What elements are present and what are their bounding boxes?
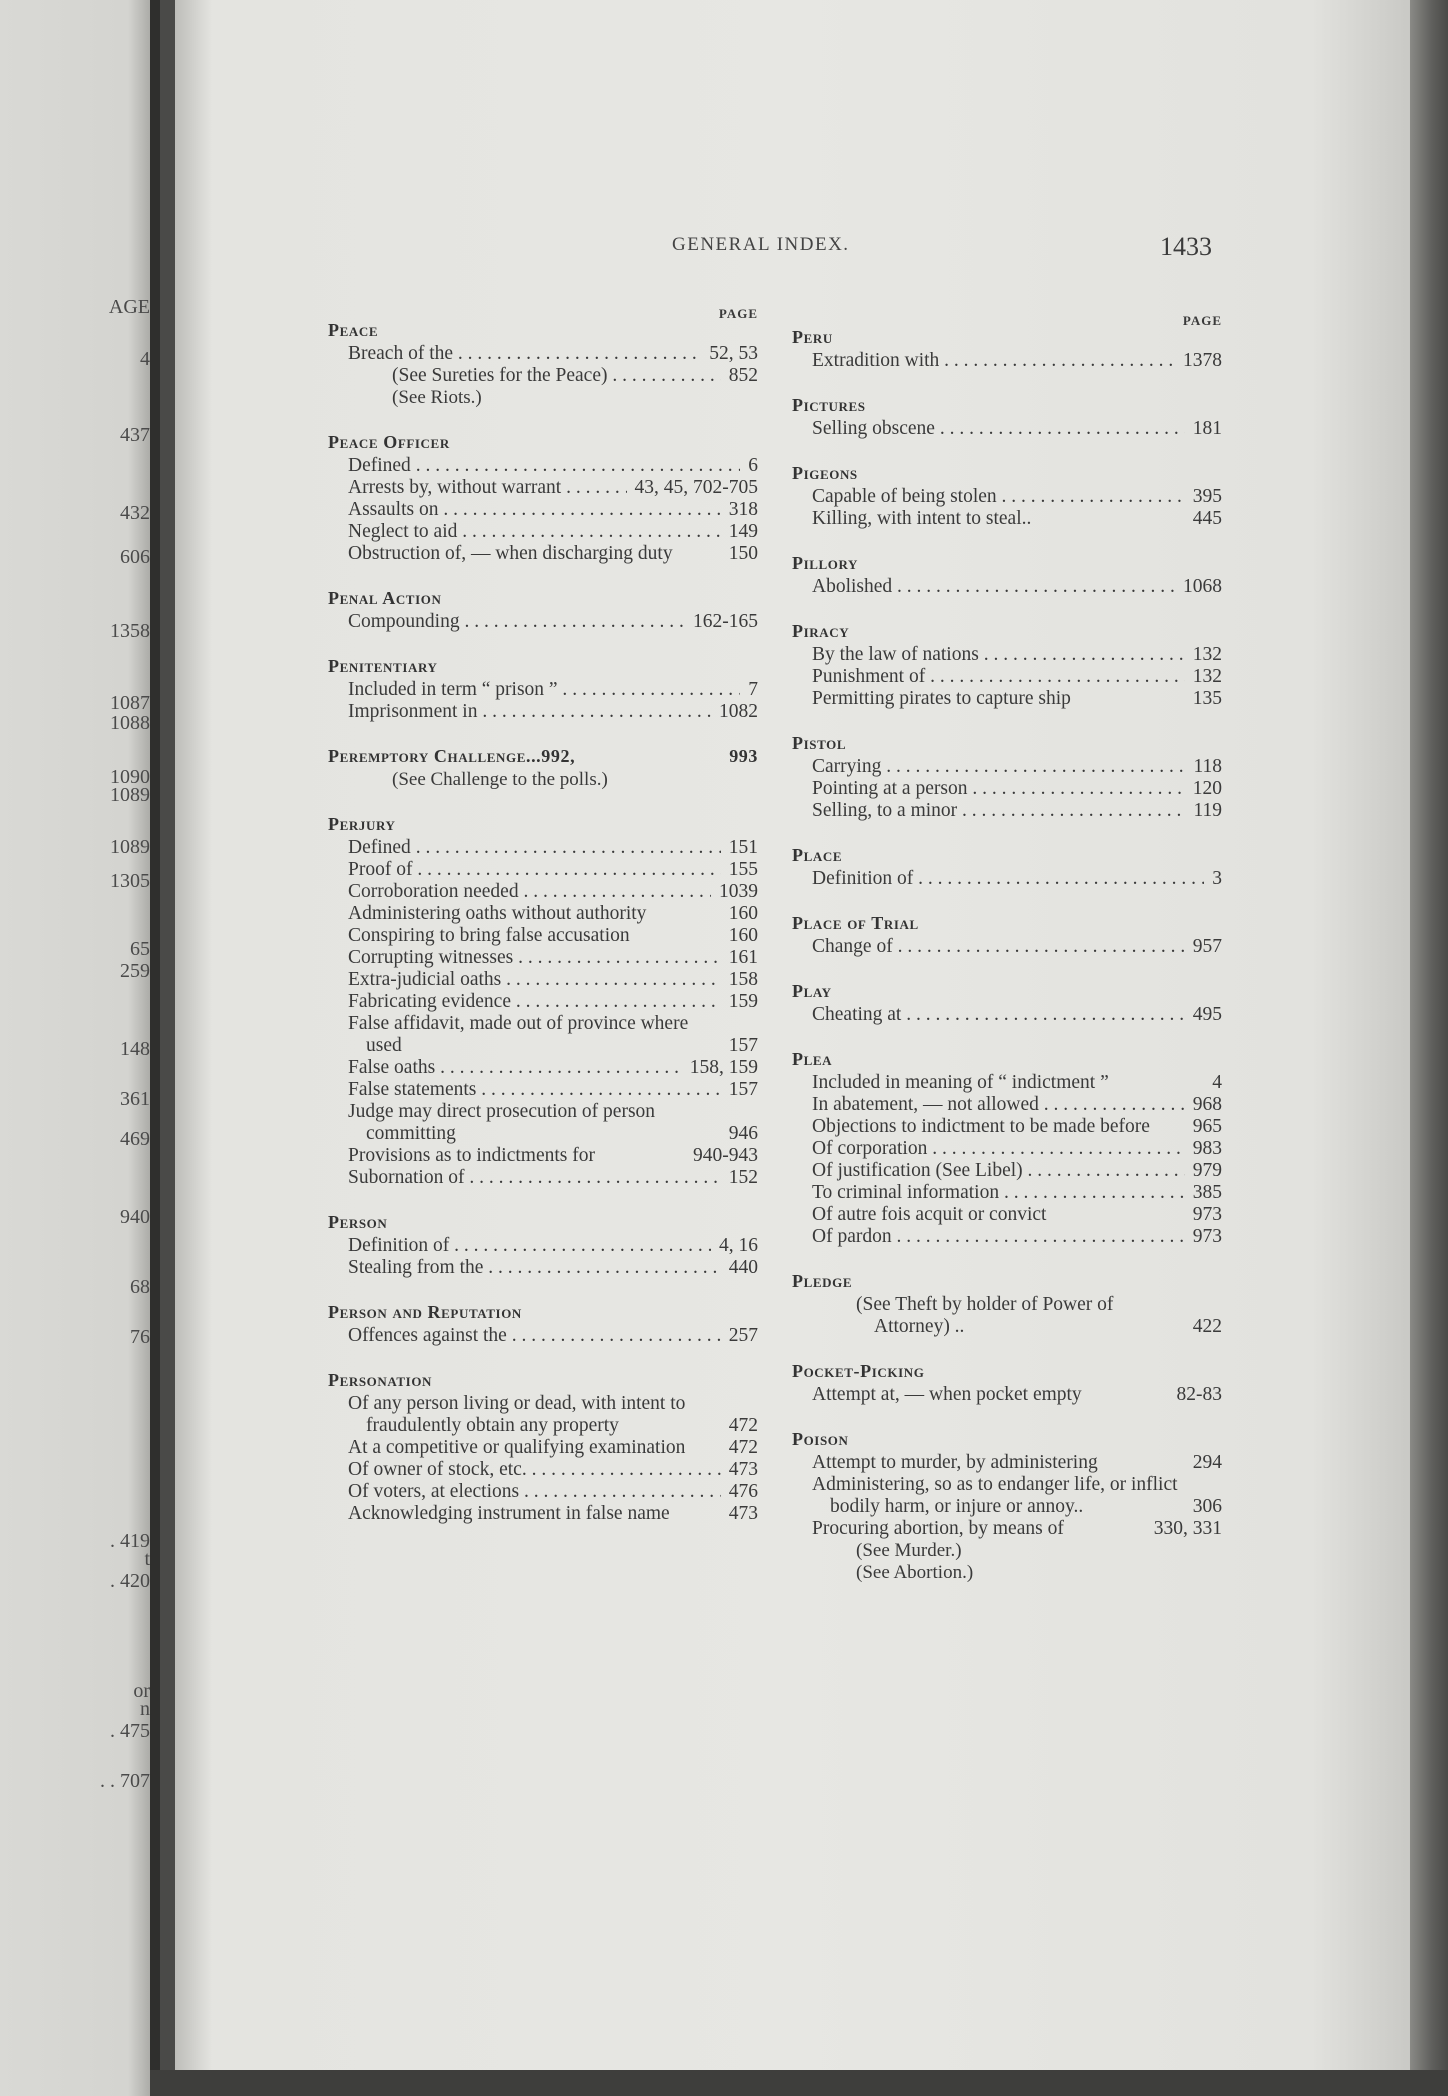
- sub-entry-text: Corrupting witnesses . . .: [348, 947, 721, 969]
- facing-page-fragment: 1089: [110, 836, 150, 858]
- index-column-right: [792, 310, 1222, 1606]
- sub-entry-text: Extradition with . . .: [812, 350, 1175, 372]
- bottom-shadow: [150, 2070, 1448, 2096]
- sub-entry-text: Objections to indictment to be made before: [812, 1116, 1150, 1137]
- index-entry: [792, 1270, 1222, 1338]
- sub-entry: [792, 1138, 1222, 1160]
- sub-entry-text: Of autre fois acquit or convict: [812, 1204, 1047, 1225]
- sub-entry: [792, 1116, 1222, 1138]
- sub-entry-text: Provisions as to indictments for: [348, 1145, 595, 1166]
- index-entry: [792, 1360, 1222, 1406]
- page-reference: 1082: [719, 701, 758, 722]
- facing-page-fragment: 432: [120, 502, 150, 524]
- entry-heading: Personation: [328, 1370, 433, 1390]
- page-reference: 445: [1192, 508, 1222, 529]
- page-reference: 157: [728, 1035, 758, 1056]
- sub-entry: [792, 1204, 1222, 1226]
- page-reference: 395: [1192, 486, 1222, 507]
- page-reference: 440: [728, 1257, 758, 1278]
- page-reference: 132: [1192, 666, 1222, 687]
- sub-entry: [328, 1393, 758, 1437]
- sub-entry-text: Acknowledging instrument in false name: [348, 1503, 670, 1524]
- sub-entry: [328, 543, 758, 565]
- sub-entry-text: Arrests by, without warrant . . .: [348, 477, 627, 499]
- entry-heading-text: Peremptory Challenge...992,: [328, 746, 576, 766]
- facing-page-fragment: 1087: [110, 692, 150, 714]
- page-reference: 476: [728, 1481, 758, 1502]
- page-reference: 135: [1192, 688, 1222, 709]
- sub-entry: [792, 418, 1222, 440]
- facing-page-fragment: 259: [120, 960, 150, 982]
- sub-entry-text: Attempt to murder, by administering: [812, 1452, 1098, 1473]
- sub-entry: [328, 837, 758, 859]
- sub-entry-text: To criminal information . . .: [812, 1182, 1185, 1204]
- sub-entry-text: By the law of nations . . .: [812, 644, 1185, 666]
- page-reference: 472: [728, 1437, 758, 1458]
- facing-page-fragment: 1088: [110, 712, 150, 734]
- cross-reference: [328, 387, 758, 409]
- facing-page-fragment: n: [140, 1698, 150, 1720]
- sub-entry: [328, 903, 758, 925]
- sub-entry: [792, 756, 1222, 778]
- sub-entry: [792, 1518, 1222, 1540]
- facing-page-fragment: 437: [120, 424, 150, 446]
- page-reference: 118: [1193, 756, 1222, 777]
- column-page-label: PAGE: [718, 306, 758, 321]
- facing-page-fragment: t: [144, 1548, 150, 1570]
- sub-entry-text: Stealing from the . . .: [348, 1257, 721, 1279]
- sub-entry: [792, 666, 1222, 688]
- sub-entry-text: Punishment of . . .: [812, 666, 1185, 688]
- sub-entry: [328, 521, 758, 543]
- page-reference: 158, 159: [689, 1057, 758, 1078]
- facing-page-fragment: AGE: [108, 296, 150, 318]
- page-reference: 160: [728, 925, 758, 946]
- entry-heading: Pledge: [792, 1271, 853, 1291]
- sub-entry: [328, 701, 758, 723]
- entry-heading: Pocket-Picking: [792, 1361, 925, 1381]
- cross-reference-text: (See Murder.): [856, 1540, 962, 1561]
- facing-page-fragment: 4: [140, 348, 150, 370]
- page-reference: 158: [728, 969, 758, 990]
- sub-entry: [792, 1384, 1222, 1406]
- index-entry: [792, 552, 1222, 598]
- sub-entry-text: Capable of being stolen . . .: [812, 486, 1185, 508]
- page-reference: 159: [728, 991, 758, 1012]
- sub-entry: [792, 1452, 1222, 1474]
- page-reference: 422: [1192, 1316, 1222, 1337]
- sub-entry-text: Definition of . . .: [348, 1235, 711, 1257]
- sub-entry-text: Proof of . . .: [348, 859, 721, 881]
- index-entry: [792, 394, 1222, 440]
- page-reference: 294: [1192, 1452, 1222, 1473]
- page-number: 1433: [1160, 232, 1212, 261]
- facing-page-fragment: 361: [120, 1088, 150, 1110]
- entry-heading: Person and Reputation: [328, 1302, 522, 1322]
- sub-entry-text: Selling obscene . . .: [812, 418, 1185, 440]
- sub-entry-text: Of owner of stock, etc. . . .: [348, 1459, 721, 1481]
- page-reference: 149: [728, 521, 758, 542]
- sub-entry-text: Administering oaths without authority: [348, 903, 647, 924]
- sub-entry: [328, 1167, 758, 1189]
- sub-entry: [328, 499, 758, 521]
- sub-entry-text: False affidavit, made out of province where used: [348, 1013, 689, 1056]
- sub-entry: [328, 343, 758, 365]
- page-reference: 132: [1192, 644, 1222, 665]
- sub-entry: [328, 1235, 758, 1257]
- index-entry: [328, 1301, 758, 1347]
- index-entry: [792, 326, 1222, 372]
- page-reference: 160: [728, 903, 758, 924]
- entry-heading: Poison: [792, 1429, 849, 1449]
- facing-page-fragment: 940: [120, 1206, 150, 1228]
- sub-entry: [792, 868, 1222, 890]
- facing-page-fragment: . 475: [110, 1720, 150, 1742]
- page-reference: 330, 331: [1153, 1518, 1222, 1539]
- facing-page-fragment: 1089: [110, 784, 150, 806]
- index-entry: [792, 980, 1222, 1026]
- sub-entry-text: Cheating at . . .: [812, 1004, 1185, 1026]
- page-reference: 940-943: [693, 1145, 758, 1166]
- cross-reference-text: (See Challenge to the polls.): [392, 769, 608, 790]
- index-entry: [792, 912, 1222, 958]
- sub-entry: [792, 1226, 1222, 1248]
- sub-entry-text: Definition of . . .: [812, 868, 1204, 890]
- sub-entry-text: Offences against the . . .: [348, 1325, 721, 1347]
- page-reference: 151: [728, 837, 758, 858]
- sub-entry: [792, 1474, 1222, 1518]
- page-reference: 150: [728, 543, 758, 564]
- page-reference: 473: [728, 1459, 758, 1480]
- sub-entry: [328, 1437, 758, 1459]
- sub-entry: [792, 800, 1222, 822]
- facing-page: [0, 0, 160, 2096]
- sub-entry: [328, 1459, 758, 1481]
- index-column-left: [328, 303, 758, 1547]
- sub-entry: [328, 991, 758, 1013]
- sub-entry: [792, 576, 1222, 598]
- sub-entry-text: Imprisonment in . . .: [348, 701, 711, 723]
- sub-entry: [792, 508, 1222, 530]
- sub-entry-text: Attempt at, — when pocket empty: [812, 1384, 1082, 1405]
- index-entry: [328, 431, 758, 565]
- sub-entry: [328, 1481, 758, 1503]
- page-reference: 473: [728, 1503, 758, 1524]
- sub-entry: [328, 925, 758, 947]
- sub-entry-text: Included in term “ prison ” . . . .: [348, 679, 740, 701]
- sub-entry: [792, 486, 1222, 508]
- sub-entry: [328, 1101, 758, 1145]
- facing-page-fragment: 148: [120, 1038, 150, 1060]
- entry-heading: Pistol: [792, 733, 847, 753]
- sub-entry: [792, 688, 1222, 710]
- facing-page-fragment: 469: [120, 1128, 150, 1150]
- index-entry: [792, 1428, 1222, 1584]
- facing-page-fragment: . 420: [110, 1570, 150, 1592]
- page-reference: 155: [728, 859, 758, 880]
- page-edge: [1410, 0, 1448, 2096]
- cross-reference: [792, 1294, 1222, 1338]
- page-reference: 852: [728, 365, 758, 386]
- sub-entry: [792, 1182, 1222, 1204]
- sub-entry-text: Defined . . .: [348, 455, 740, 477]
- sub-entry-text: Permitting pirates to capture ship: [812, 688, 1071, 709]
- page-reference: 1039: [719, 881, 758, 902]
- page-reference: 119: [1193, 800, 1222, 821]
- sub-entry: [328, 611, 758, 633]
- cross-reference: [328, 365, 758, 387]
- facing-page-fragment: . 419: [110, 1530, 150, 1552]
- running-title: GENERAL INDEX.: [672, 234, 850, 255]
- entry-heading: Perjury: [328, 814, 396, 834]
- sub-entry-text: Killing, with intent to steal..: [812, 508, 1032, 529]
- sub-entry: [792, 644, 1222, 666]
- sub-entry-text: Carrying . . .: [812, 756, 1185, 778]
- sub-entry: [792, 350, 1222, 372]
- page-reference: 4, 16: [719, 1235, 758, 1256]
- cross-reference-text: (See Abortion.): [856, 1562, 974, 1583]
- sub-entry-text: False oaths . . .: [348, 1057, 682, 1079]
- sub-entry-text: Abolished . . .: [812, 576, 1175, 598]
- page-reference: 162-165: [693, 611, 758, 632]
- facing-page-fragment: 606: [120, 546, 150, 568]
- sub-entry: [328, 947, 758, 969]
- facing-page-fragment: 1305: [110, 870, 150, 892]
- sub-entry: [328, 1325, 758, 1347]
- page-reference: 1068: [1183, 576, 1222, 597]
- page-reference: 1378: [1183, 350, 1222, 371]
- sub-entry-text: Administering, so as to endanger life, or inflict bodily harm, or injure or annoy..: [812, 1474, 1178, 1517]
- index-entry: [328, 587, 758, 633]
- cross-reference: [792, 1540, 1222, 1562]
- page-reference: 946: [728, 1123, 758, 1144]
- page-reference: 965: [1192, 1116, 1222, 1137]
- sub-entry-text: Assaults on . . .: [348, 499, 721, 521]
- sub-entry: [792, 1094, 1222, 1116]
- page-reference: 957: [1192, 936, 1222, 957]
- index-entry: [792, 844, 1222, 890]
- sub-entry-text: Corroboration needed . . .: [348, 881, 711, 903]
- sub-entry-text: Procuring abortion, by means of: [812, 1518, 1064, 1539]
- sub-entry-text: Compounding . . .: [348, 611, 685, 633]
- cross-reference-text: (See Riots.): [392, 387, 482, 408]
- sub-entry: [792, 1072, 1222, 1094]
- page-reference: 3: [1212, 868, 1222, 889]
- book-gutter: [150, 0, 160, 2096]
- sub-entry-text: Of voters, at elections . . .: [348, 1481, 721, 1503]
- sub-entry-text: Neglect to aid . . .: [348, 521, 721, 543]
- sub-entry: [328, 1145, 758, 1167]
- facing-page-fragment: 1090: [110, 766, 150, 788]
- sub-entry: [328, 1079, 758, 1101]
- sub-entry: [328, 679, 758, 701]
- sub-entry-text: Of pardon . . .: [812, 1226, 1185, 1248]
- column-page-label: PAGE: [1182, 313, 1222, 328]
- entry-heading: Place: [792, 845, 843, 865]
- entry-heading: Plea: [792, 1049, 833, 1069]
- page-reference: 7: [748, 679, 758, 700]
- page-reference: 318: [728, 499, 758, 520]
- sub-entry: [328, 1257, 758, 1279]
- sub-entry-text: (See Sureties for the Peace) . . .: [392, 365, 721, 387]
- entry-heading-page: 993: [729, 746, 758, 766]
- sub-entry-text: Included in meaning of “ indictment ”: [812, 1072, 1109, 1093]
- page-reference: 257: [728, 1325, 758, 1346]
- facing-page-fragment: 76: [130, 1326, 150, 1348]
- cross-reference: [792, 1562, 1222, 1584]
- sub-entry-text: Obstruction of, — when discharging duty: [348, 543, 673, 564]
- page-reference: 385: [1192, 1182, 1222, 1203]
- entry-heading: Place of Trial: [792, 913, 919, 933]
- index-entry: [792, 620, 1222, 710]
- page-reference: 120: [1192, 778, 1222, 799]
- page-reference: 181: [1192, 418, 1222, 439]
- index-entry: [792, 732, 1222, 822]
- page-reference: 983: [1192, 1138, 1222, 1159]
- entry-heading: Pillory: [792, 553, 859, 573]
- page-reference: 152: [728, 1167, 758, 1188]
- sub-entry-text: At a competitive or qualifying examination: [348, 1437, 686, 1458]
- sub-entry: [328, 1013, 758, 1057]
- entry-heading: Peru: [792, 327, 833, 347]
- cross-reference: [328, 769, 758, 791]
- facing-page-fragment: or: [133, 1680, 150, 1702]
- sub-entry: [328, 859, 758, 881]
- page-reference: 157: [728, 1079, 758, 1100]
- page-reference: 43, 45, 702-705: [634, 477, 758, 498]
- entry-heading: Piracy: [792, 621, 850, 641]
- sub-entry-text: Selling, to a minor . . .: [812, 800, 1185, 822]
- sub-entry-text: Breach of the . . .: [348, 343, 701, 365]
- page-reference: 6: [748, 455, 758, 476]
- entry-heading: Pigeons: [792, 463, 858, 483]
- page-reference: 973: [1192, 1204, 1222, 1225]
- page-reference: 82-83: [1176, 1384, 1222, 1405]
- sub-entry: [328, 969, 758, 991]
- page-reference: 472: [728, 1415, 758, 1436]
- page-reference: 161: [728, 947, 758, 968]
- page-reference: 52, 53: [709, 343, 758, 364]
- sub-entry-text: Extra-judicial oaths . . .: [348, 969, 721, 991]
- facing-page-fragment: . . 707: [100, 1770, 150, 1792]
- index-entry: [328, 319, 758, 409]
- page-reference: 306: [1192, 1496, 1222, 1517]
- index-entry: [328, 1369, 758, 1525]
- facing-page-fragment: 65: [130, 938, 150, 960]
- facing-page-fragment: 68: [130, 1276, 150, 1298]
- page-reference: 973: [1192, 1226, 1222, 1247]
- sub-entry-text: Of corporation . . .: [812, 1138, 1185, 1160]
- sub-entry-text: Judge may direct prosecution of person committing: [348, 1101, 656, 1144]
- index-entry: [328, 655, 758, 723]
- page-reference: 495: [1192, 1004, 1222, 1025]
- sub-entry-text: Of justification (See Libel) . . .: [812, 1160, 1185, 1182]
- entry-heading: Penitentiary: [328, 656, 438, 676]
- page-reference: 968: [1192, 1094, 1222, 1115]
- entry-heading: Peace Officer: [328, 432, 450, 452]
- sub-entry-text: Defined . . .: [348, 837, 721, 859]
- entry-heading: Person: [328, 1212, 388, 1232]
- index-entry: [328, 745, 758, 791]
- sub-entry: [328, 881, 758, 903]
- sub-entry-text: Pointing at a person . . .: [812, 778, 1185, 800]
- sub-entry-text: Of any person living or dead, with intent to fraudulently obtain any property: [348, 1393, 686, 1436]
- sub-entry: [328, 455, 758, 477]
- sub-entry-text: In abatement, — not allowed . . .: [812, 1094, 1185, 1116]
- sub-entry: [328, 1503, 758, 1525]
- entry-heading: [328, 745, 758, 767]
- entry-heading: Play: [792, 981, 832, 1001]
- sub-entry-text: Conspiring to bring false accusation: [348, 925, 630, 946]
- sub-entry: [792, 1160, 1222, 1182]
- facing-page-fragment: 1358: [110, 620, 150, 642]
- sub-entry-text: (See Theft by holder of Power of Attorney) ..: [856, 1294, 1114, 1337]
- entry-heading: Penal Action: [328, 588, 442, 608]
- sub-entry: [328, 1057, 758, 1079]
- sub-entry-text: Change of . . .: [812, 936, 1185, 958]
- sub-entry-text: Subornation of . . .: [348, 1167, 721, 1189]
- index-entry: [792, 462, 1222, 530]
- page-reference: 4: [1212, 1072, 1222, 1093]
- index-entry: [792, 1048, 1222, 1248]
- sub-entry-text: Fabricating evidence . . .: [348, 991, 721, 1013]
- entry-heading: Peace: [328, 320, 379, 340]
- entry-heading: Pictures: [792, 395, 866, 415]
- sub-entry: [328, 477, 758, 499]
- index-entry: [328, 813, 758, 1189]
- sub-entry: [792, 1004, 1222, 1026]
- sub-entry-text: False statements . . .: [348, 1079, 721, 1101]
- sub-entry: [792, 778, 1222, 800]
- index-entry: [328, 1211, 758, 1279]
- page-reference: 979: [1192, 1160, 1222, 1181]
- sub-entry: [792, 936, 1222, 958]
